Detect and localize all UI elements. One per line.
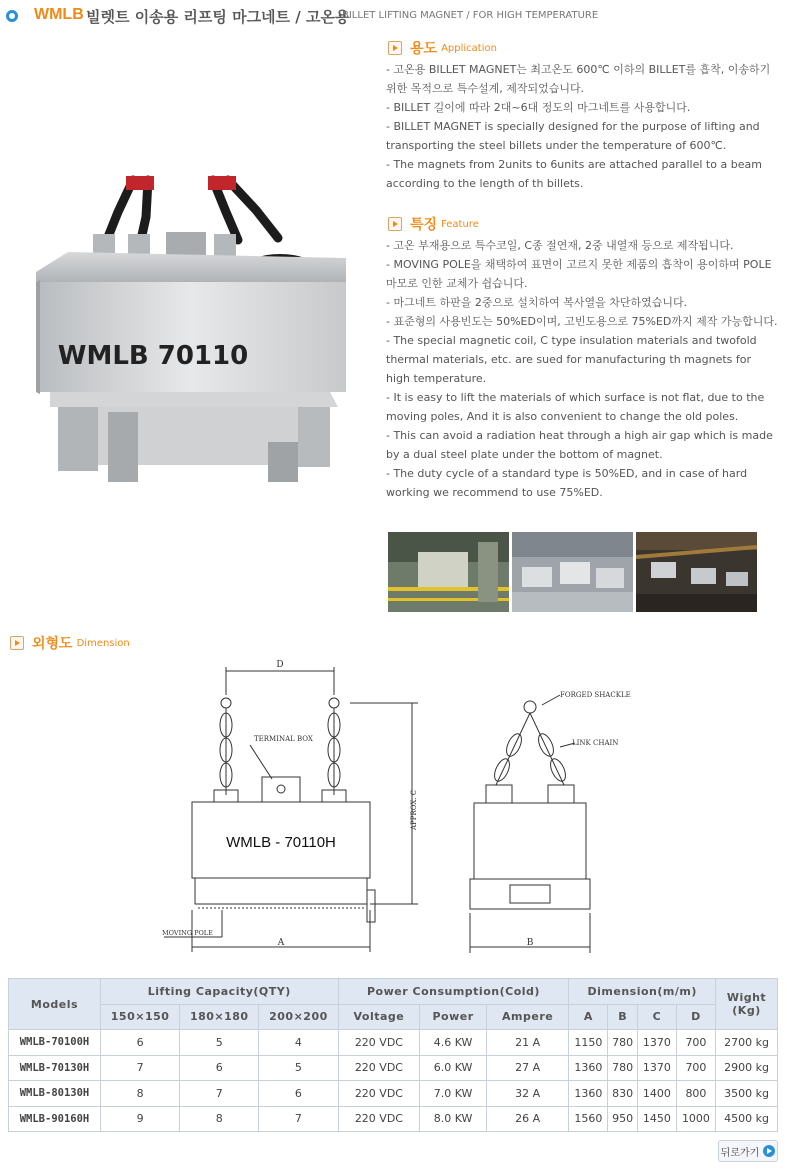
- feature-title-en: Feature: [441, 218, 479, 230]
- cell: 21 A: [486, 1030, 569, 1056]
- application-line: - BILLET MAGNET is specially designed for the purpose of lifting and transporting the steel billets under the temperature of 600℃.: [386, 120, 760, 152]
- feature-heading: [388, 214, 479, 234]
- cell: 1150: [569, 1030, 608, 1056]
- cell: 8.0 KW: [420, 1106, 487, 1132]
- feature-line: - The special magnetic coil, C type insulation materials and twofold thermal materials, etc. are sued for manufacturing th magnets for high temperature.: [386, 334, 757, 385]
- col-lifting-capacity: Lifting Capacity(QTY): [101, 979, 339, 1005]
- cell: 6.0 KW: [420, 1055, 487, 1081]
- col-200: 200×200: [259, 1004, 338, 1030]
- cell: 700: [676, 1030, 715, 1056]
- cell: 1370: [637, 1055, 676, 1081]
- col-dimension: Dimension(m/m): [569, 979, 716, 1005]
- dimension-title-en: Dimension: [76, 637, 130, 649]
- feature-line: - This can avoid a radiation heat through a high air gap which is made by a dual steel plate under the bottom of magnet.: [386, 429, 773, 461]
- circle-bullet-icon: [6, 10, 18, 22]
- cell: 780: [608, 1055, 638, 1081]
- cell: 7: [180, 1081, 259, 1107]
- cell: 700: [676, 1055, 715, 1081]
- cell: 1450: [637, 1106, 676, 1132]
- cell: 26 A: [486, 1106, 569, 1132]
- arrow-box-icon: [388, 217, 402, 231]
- feature-line: - MOVING POLE을 채택하여 표면이 고르지 못한 제품의 흡착이 용이하며 POLE마모로 인한 교체가 쉽습니다.: [386, 258, 772, 290]
- col-150: 150×150: [101, 1004, 180, 1030]
- cell: 9: [101, 1106, 180, 1132]
- cell-model: WMLB-90160H: [9, 1106, 101, 1132]
- table-row: [9, 1030, 778, 1056]
- cell: 1370: [637, 1030, 676, 1056]
- cell: 2900 kg: [716, 1055, 778, 1081]
- cell: 1360: [569, 1055, 608, 1081]
- dim-label-a: A: [277, 938, 285, 948]
- feature-title-kr: 특징: [410, 217, 438, 233]
- cell-model: WMLB-70100H: [9, 1030, 101, 1056]
- cell: 220 VDC: [338, 1055, 420, 1081]
- cell: 7: [101, 1055, 180, 1081]
- dimension-drawing: [150, 655, 640, 955]
- back-button[interactable]: [718, 1140, 778, 1162]
- cell: 1360: [569, 1081, 608, 1107]
- photo-label: WMLB 70110: [57, 341, 249, 371]
- cell: 7.0 KW: [420, 1081, 487, 1107]
- page-header: [0, 0, 787, 34]
- drawing-model-label: WMLB - 70110H: [226, 834, 336, 851]
- cell: 800: [676, 1081, 715, 1107]
- link-chain-label: LINK CHAIN: [572, 739, 619, 747]
- col-180: 180×180: [180, 1004, 259, 1030]
- dimension-heading: [10, 633, 130, 653]
- application-line: - 고온용 BILLET MAGNET는 최고온도 600℃ 이하의 BILLET를 흡착, 이송하기 위한 목적으로 특수설계, 제작되었습니다.: [386, 63, 771, 95]
- cell: 4: [259, 1030, 338, 1056]
- cell: 4.6 KW: [420, 1030, 487, 1056]
- application-line: - BILLET 길이에 따라 2대~6대 정도의 마그네트를 사용합니다.: [386, 101, 691, 114]
- dim-label-approx-c: APPROX. C: [410, 789, 418, 830]
- cell: 6: [259, 1081, 338, 1107]
- cell: 8: [101, 1081, 180, 1107]
- cell: 7: [259, 1106, 338, 1132]
- table-row: [9, 1055, 778, 1081]
- photo-thumbnails: [388, 532, 757, 612]
- col-c: C: [637, 1004, 676, 1030]
- application-heading: [388, 38, 497, 58]
- spec-table: [8, 978, 778, 1132]
- col-voltage: Voltage: [338, 1004, 420, 1030]
- application-line: - The magnets from 2units to 6units are attached parallel to a beam according to the length of th billets.: [386, 158, 762, 190]
- page-subtitle: BILLET LIFTING MAGNET / FOR HIGH TEMPERATURE: [342, 10, 599, 21]
- cell: 27 A: [486, 1055, 569, 1081]
- terminal-box-label: TERMINAL BOX: [254, 735, 313, 743]
- cell: 32 A: [486, 1081, 569, 1107]
- cell: 830: [608, 1081, 638, 1107]
- cell: 220 VDC: [338, 1030, 420, 1056]
- page-title: 빌렛트 이송용 리프팅 마그네트 / 고온용: [86, 8, 350, 26]
- cell: 6: [180, 1055, 259, 1081]
- dimension-title-kr: 외형도: [32, 636, 73, 652]
- arrow-right-icon: [763, 1145, 775, 1157]
- cell-model: WMLB-80130H: [9, 1081, 101, 1107]
- cell: 5: [259, 1055, 338, 1081]
- thumbnail-photo-3[interactable]: [636, 532, 757, 612]
- cell: 3500 kg: [716, 1081, 778, 1107]
- feature-line: - 고온 부재용으로 특수코일, C종 절연재, 2중 내열재 등으로 제작됩니다.: [386, 239, 734, 252]
- col-d: D: [676, 1004, 715, 1030]
- col-weight: Wight (Kg): [716, 979, 778, 1030]
- application-list: [386, 60, 778, 193]
- cell: 4500 kg: [716, 1106, 778, 1132]
- feature-line: - 표준형의 사용빈도는 50%ED이며, 고빈도용으로 75%ED까지 제작 가능합니다.: [386, 315, 778, 328]
- product-photo: [28, 172, 358, 492]
- col-ampere: Ampere: [486, 1004, 569, 1030]
- dim-label-b: B: [526, 938, 534, 948]
- product-code: WMLB: [34, 6, 84, 23]
- cell: 1000: [676, 1106, 715, 1132]
- feature-list: [386, 236, 778, 502]
- arrow-box-icon: [388, 41, 402, 55]
- cell: 6: [101, 1030, 180, 1056]
- cell: 780: [608, 1030, 638, 1056]
- table-row: [9, 1106, 778, 1132]
- col-models: Models: [9, 979, 101, 1030]
- feature-line: - It is easy to lift the materials of which surface is not flat, due to the moving poles, And it is also convenient to change the old poles.: [386, 391, 765, 423]
- cell: 2700 kg: [716, 1030, 778, 1056]
- col-power: Power: [420, 1004, 487, 1030]
- cell: 1400: [637, 1081, 676, 1107]
- cell: 5: [180, 1030, 259, 1056]
- cell: 220 VDC: [338, 1081, 420, 1107]
- forged-shackle-label: FORGED SHACKLE: [560, 691, 631, 699]
- thumbnail-photo-2[interactable]: [512, 532, 633, 612]
- back-button-label: 뒤로가기: [720, 1147, 760, 1159]
- cell-model: WMLB-70130H: [9, 1055, 101, 1081]
- moving-pole-label: MOVING POLE: [162, 929, 213, 937]
- thumbnail-photo-1[interactable]: [388, 532, 509, 612]
- feature-line: - The duty cycle of a standard type is 50%ED, and in case of hard working we recommend to use 75%ED.: [386, 467, 748, 499]
- arrow-box-icon: [10, 636, 24, 650]
- dim-label-d: D: [276, 660, 284, 670]
- cell: 1560: [569, 1106, 608, 1132]
- cell: 8: [180, 1106, 259, 1132]
- col-b: B: [608, 1004, 638, 1030]
- table-row: [9, 1081, 778, 1107]
- application-title-en: Application: [441, 42, 497, 54]
- feature-line: - 마그네트 하판을 2중으로 설치하여 복사열을 차단하였습니다.: [386, 296, 688, 309]
- application-title-kr: 용도: [410, 41, 438, 57]
- cell: 950: [608, 1106, 638, 1132]
- col-a: A: [569, 1004, 608, 1030]
- col-power-consumption: Power Consumption(Cold): [338, 979, 569, 1005]
- cell: 220 VDC: [338, 1106, 420, 1132]
